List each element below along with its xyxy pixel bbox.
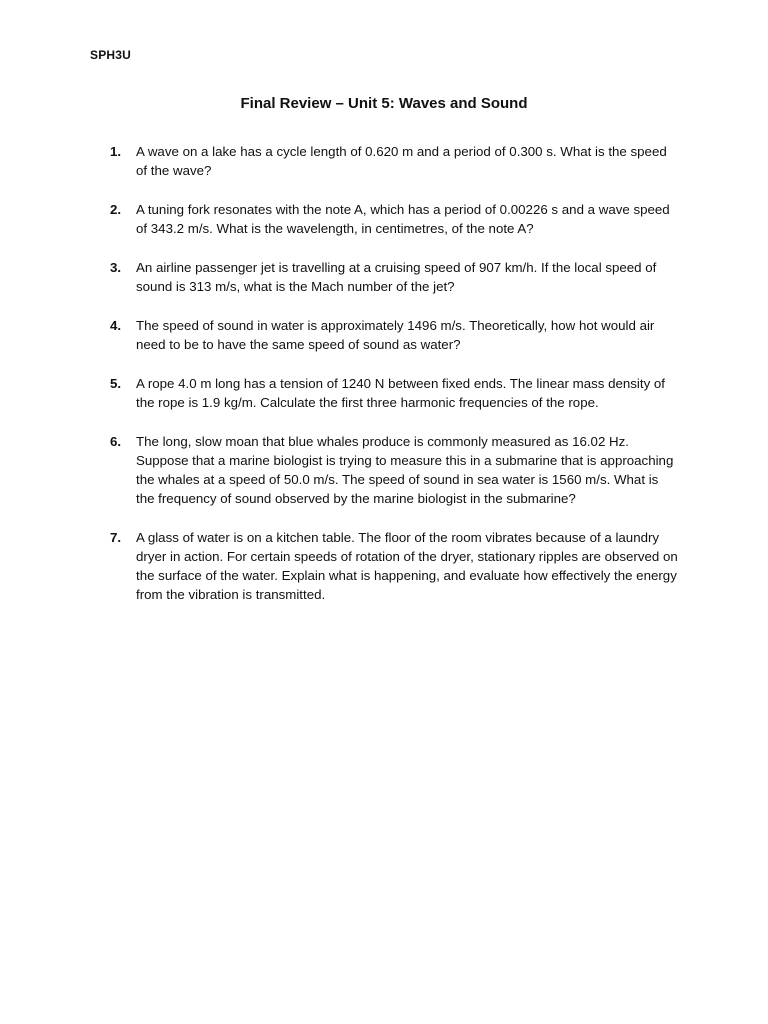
question-number: 1. <box>110 144 122 159</box>
question-text: A wave on a lake has a cycle length of 0.620 m and a period of 0.300 s. What is the speed of the wave? <box>136 144 667 178</box>
question-item <box>110 316 680 354</box>
question-item <box>110 374 680 412</box>
question-text: A rope 4.0 m long has a tension of 1240 N between fixed ends. The linear mass density of the rope is 1.9 kg/m. Calculate the first three harmonic frequencies of the rope. <box>136 376 665 410</box>
question-number: 7. <box>110 530 122 545</box>
course-code: SPH3U <box>90 48 132 62</box>
question-text: A glass of water is on a kitchen table. The floor of the room vibrates because of a laundry dryer in action. For certain speeds of rotation of the dryer, stationary ripples are observed on the surface of the water. Explain what is happening, and evaluate how effectively the energy from the vibration is transmitted. <box>136 530 678 602</box>
question-text: An airline passenger jet is travelling at a cruising speed of 907 km/h. If the local speed of sound is 313 m/s, what is the Mach number of the jet? <box>136 260 657 294</box>
question-number: 3. <box>110 260 122 275</box>
question-text: The long, slow moan that blue whales produce is commonly measured as 16.02 Hz. Suppose that a marine biologist is trying to measure this in a submarine that is approaching the whales at a speed of 50.0 m/s. The speed of sound in sea water is 1560 m/s. What is the frequency of sound observed by the marine biologist in the submarine? <box>136 434 674 506</box>
question-number: 4. <box>110 318 122 333</box>
question-text: The speed of sound in water is approximately 1496 m/s. Theoretically, how hot would air need to be to have the same speed of sound as water? <box>136 318 655 352</box>
page-title: Final Review – Unit 5: Waves and Sound <box>240 95 528 112</box>
question-item <box>110 258 680 296</box>
question-text: A tuning fork resonates with the note A, which has a period of 0.00226 s and a wave speed of 343.2 m/s. What is the wavelength, in centimetres, of the note A? <box>136 202 670 236</box>
question-item <box>110 528 680 604</box>
question-number: 5. <box>110 376 122 391</box>
question-number: 6. <box>110 434 122 449</box>
question-item <box>110 200 680 238</box>
question-list <box>110 142 680 624</box>
question-number: 2. <box>110 202 122 217</box>
question-item <box>110 432 680 508</box>
question-item <box>110 142 680 180</box>
